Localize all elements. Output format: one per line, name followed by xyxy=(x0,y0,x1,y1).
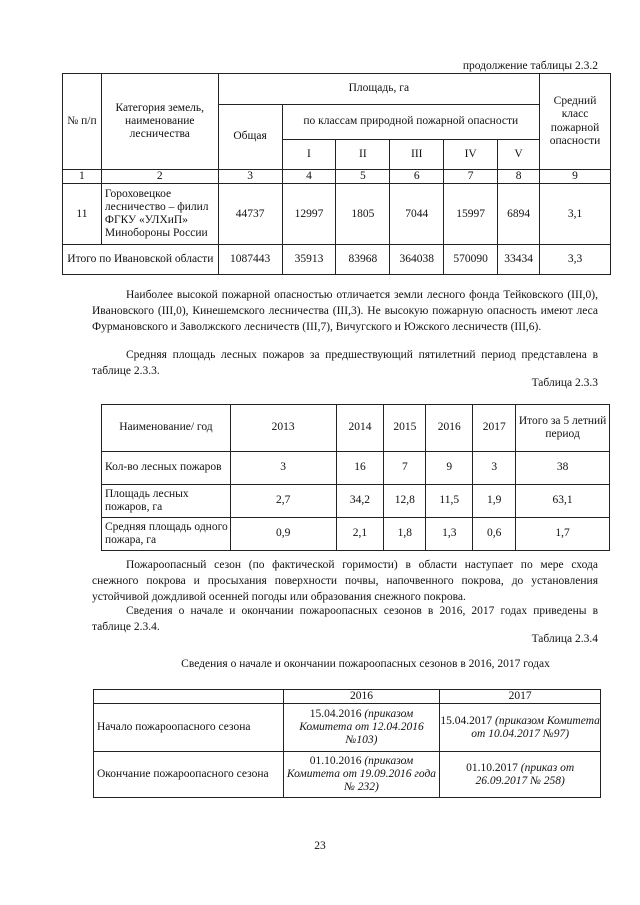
cell-value: 2,1 xyxy=(336,518,384,551)
row-number: 11 xyxy=(63,184,102,245)
class-header: IV xyxy=(444,140,498,170)
cell-class2: 1805 xyxy=(336,184,390,245)
cell-total: 38 xyxy=(516,452,610,485)
col-number: 5 xyxy=(336,170,390,184)
header-year: 2015 xyxy=(384,405,426,452)
cell-value: 0,9 xyxy=(230,518,336,551)
cell-class5: 6894 xyxy=(498,184,540,245)
cell-class2: 83968 xyxy=(336,245,390,275)
cell-class1: 12997 xyxy=(282,184,336,245)
cell-value: 0,6 xyxy=(473,518,516,551)
header-year: 2017 xyxy=(440,690,601,704)
table-row xyxy=(94,704,601,752)
cell-total: 1087443 xyxy=(218,245,282,275)
page-number: 23 xyxy=(314,840,326,852)
table-row xyxy=(102,452,610,485)
cell-class3: 7044 xyxy=(390,184,444,245)
cell-value: 3 xyxy=(230,452,336,485)
date-value: 15.04.2017 xyxy=(440,714,493,727)
cell-value: 1,8 xyxy=(384,518,426,551)
col-number: 7 xyxy=(444,170,498,184)
paragraph-avg-area: Средняя площадь лесных пожаров за предшествующий пятилетний период представлена в таблице 2.3.3. xyxy=(92,349,598,377)
cell-value: 1,9 xyxy=(473,485,516,518)
cell-date xyxy=(440,704,601,752)
paragraph-season-dates: Сведения о начале и окончании пожароопасных сезонов в 2016, 2017 годах приведены в таблице 2.3.4. xyxy=(92,605,598,633)
date-value: 01.10.2016 xyxy=(309,754,362,767)
paragraph-fire-season: Пожароопасный сезон (по фактической горимости) в области наступает по мере схода снежного покрова и просыхания поверхности почвы, напочвенного покрова, до установления устойчивой дождливой осенней погоды или образования снежного покрова. xyxy=(92,559,598,603)
row-name: Кол-во лесных пожаров xyxy=(102,452,231,485)
row-name: Начало пожароопасного сезона xyxy=(94,704,284,752)
cell-value: 1,3 xyxy=(426,518,473,551)
header-name-year: Наименование/ год xyxy=(102,405,231,452)
table-row xyxy=(63,184,611,245)
cell-total: 63,1 xyxy=(516,485,610,518)
order-note: (приказ от 26.09.2017 № 258) xyxy=(475,761,575,787)
header-category: Категория земель, наименование лесничества xyxy=(101,74,218,170)
fire-statistics-table xyxy=(101,404,610,551)
row-name: Площадь лесных пожаров, га xyxy=(102,485,231,518)
cell-date xyxy=(440,752,601,798)
header-year: 2016 xyxy=(283,690,440,704)
table-row xyxy=(102,518,610,551)
cell-class3: 364038 xyxy=(390,245,444,275)
table-row xyxy=(102,485,610,518)
cell-value: 3 xyxy=(473,452,516,485)
cell-date xyxy=(283,704,440,752)
table-row xyxy=(94,752,601,798)
date-value: 15.04.2016 xyxy=(309,707,362,720)
total-row-name: Итого по Ивановской области xyxy=(63,245,219,275)
class-header: I xyxy=(282,140,336,170)
col-number: 3 xyxy=(218,170,282,184)
cell-value: 34,2 xyxy=(336,485,384,518)
table-row-total xyxy=(63,245,611,275)
cell-class1: 35913 xyxy=(282,245,336,275)
cell-value: 2,7 xyxy=(230,485,336,518)
cell-value: 16 xyxy=(336,452,384,485)
cell-value: 11,5 xyxy=(426,485,473,518)
cell-class4: 15997 xyxy=(444,184,498,245)
order-note: (приказом Комитета от 19.09.2016 года № 232) xyxy=(286,754,437,794)
paragraph-fire-danger: Наиболее высокой пожарной опасностью отличается земли лесного фонда Тейковского (III,0), Ивановского (III,0), Кинешемского лесничества (III,3). Не высокую пожарную опасность имеют леса Фурмановского и Заволжского лесничеств (III,7), Вичугского и Южского лесничеств (III,6). xyxy=(92,289,598,333)
order-note: (приказом Комитета от 12.04.2016 №103) xyxy=(299,707,424,747)
fire-season-table xyxy=(93,689,601,798)
cell-avg: 3,3 xyxy=(540,245,611,275)
col-number: 6 xyxy=(390,170,444,184)
col-number: 4 xyxy=(282,170,336,184)
header-total-5yr: Итого за 5 летний период xyxy=(516,405,610,452)
table2-label: Таблица 2.3.3 xyxy=(531,377,598,389)
table3-label: Таблица 2.3.4 xyxy=(531,633,598,645)
col-number: 9 xyxy=(540,170,611,184)
table3-title: Сведения о начале и окончании пожароопасных сезонов в 2016, 2017 годах xyxy=(181,658,550,670)
header-year: 2017 xyxy=(473,405,516,452)
row-name: Средняя площадь одного пожара, га xyxy=(102,518,231,551)
class-header: V xyxy=(498,140,540,170)
date-value: 01.10.2017 xyxy=(466,761,518,774)
header-avg-class: Средний класс пожарной опасности xyxy=(540,74,611,170)
header-year: 2014 xyxy=(336,405,384,452)
cell-value: 9 xyxy=(426,452,473,485)
header-number: № п/п xyxy=(63,74,102,170)
header-classes: по классам природной пожарной опасности xyxy=(282,105,540,140)
cell-total: 44737 xyxy=(218,184,282,245)
cell-avg: 3,1 xyxy=(540,184,611,245)
continuation-caption: продолжение таблицы 2.3.2 xyxy=(462,60,598,72)
row-name: Окончание пожароопасного сезона xyxy=(94,752,284,798)
cell-date xyxy=(283,752,440,798)
order-note: (приказом Комитета от 10.04.2017 №97) xyxy=(471,714,600,740)
col-number: 8 xyxy=(498,170,540,184)
cell-class5: 33434 xyxy=(498,245,540,275)
cell-class4: 570090 xyxy=(444,245,498,275)
forest-fire-class-table xyxy=(62,73,611,275)
header-empty xyxy=(94,690,284,704)
header-total: Общая xyxy=(218,105,282,170)
cell-value: 7 xyxy=(384,452,426,485)
header-year: 2013 xyxy=(230,405,336,452)
class-header: II xyxy=(336,140,390,170)
header-area: Площадь, га xyxy=(218,74,539,105)
header-year: 2016 xyxy=(426,405,473,452)
col-number: 1 xyxy=(63,170,102,184)
class-header: III xyxy=(390,140,444,170)
cell-total: 1,7 xyxy=(516,518,610,551)
cell-value: 12,8 xyxy=(384,485,426,518)
row-name: Гороховецкое лесничество – филил ФГКУ «УЛХиП» Минобороны России xyxy=(101,184,218,245)
col-number: 2 xyxy=(101,170,218,184)
